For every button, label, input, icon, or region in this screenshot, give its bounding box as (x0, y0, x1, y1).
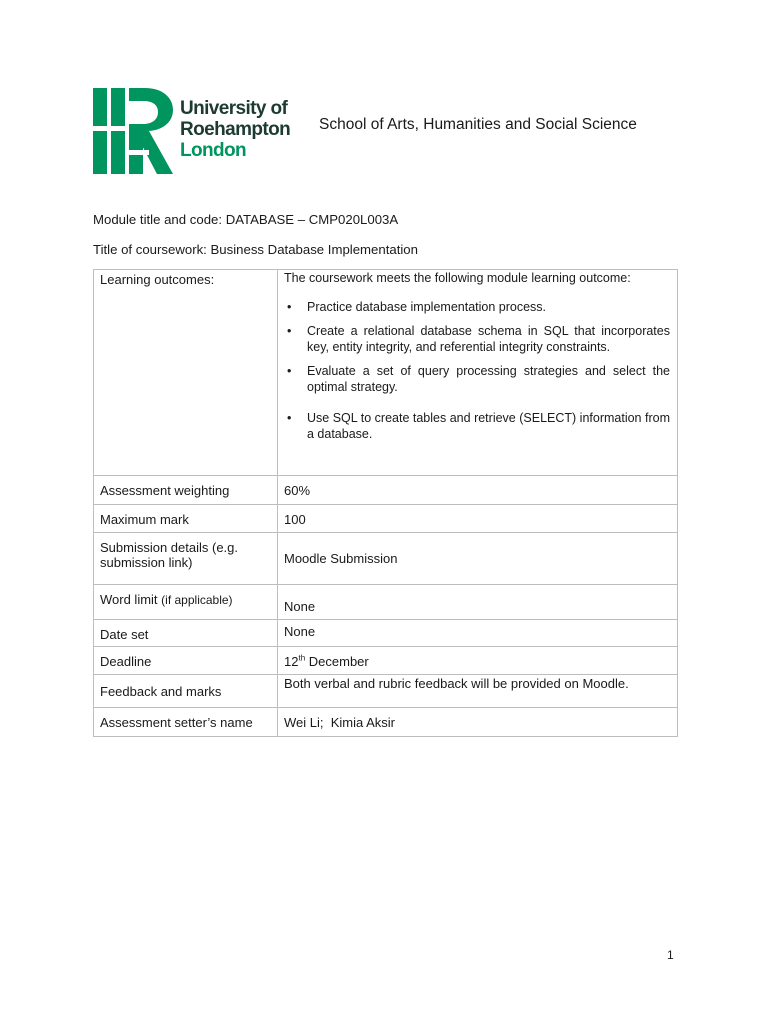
submission-value: Moodle Submission (284, 551, 398, 566)
list-item: • Practice database implementation process. (287, 300, 547, 314)
table-row-weighting (94, 476, 678, 505)
label-learning-outcomes (94, 270, 278, 476)
value-deadline: 12th December (278, 647, 678, 675)
label-submission: Submission details (e.g. submission link) (94, 533, 278, 585)
label-text: Learning outcomes: (100, 272, 215, 287)
table-row-learning-outcomes (94, 270, 678, 476)
table-row-deadline (94, 647, 678, 675)
bullet-icon: • (287, 300, 292, 314)
university-logo-text (180, 98, 290, 161)
label-deadline: Deadline (94, 647, 278, 675)
table-row-word-limit (94, 585, 678, 620)
table-row-setter (94, 708, 678, 737)
value-word-limit: None (278, 585, 678, 620)
label-setter: Assessment setter’s name (94, 708, 278, 737)
outcomes-list (284, 299, 670, 443)
bullet-icon: • (287, 410, 292, 425)
label-date-set: Date set (94, 620, 278, 647)
document-header (93, 88, 713, 174)
bullet-icon: • (287, 323, 292, 338)
table-row-max-mark (94, 505, 678, 533)
label-max-mark: Maximum mark (94, 505, 278, 533)
value-submission (278, 533, 678, 585)
value-learning-outcomes (278, 270, 678, 476)
value-weighting: 60% (278, 476, 678, 505)
table-row-date-set (94, 620, 678, 647)
logo-line-1: University of (180, 98, 288, 119)
page-number: 1 (667, 948, 674, 962)
outcomes-intro: The coursework meets the following module learning outcome: (284, 271, 631, 285)
list-item: • Evaluate a set of query processing strategies and select the optimal strategy. (287, 363, 670, 394)
list-item: • Use SQL to create tables and retrieve (SELECT) information from a database. (287, 410, 670, 441)
logo-line-2: Roehampton (180, 119, 291, 140)
value-max-mark: 100 (278, 505, 678, 533)
school-name: School of Arts, Humanities and Social Science (319, 116, 637, 133)
list-item: • Create a relational database schema in SQL that incorporates key, entity integrity, and referential integrity constraints. (287, 323, 670, 354)
bullet-icon: • (287, 363, 292, 378)
logo-line-3: London (180, 140, 247, 161)
table-row-feedback (94, 675, 678, 708)
value-date-set: None (278, 620, 678, 647)
coursework-title: Title of coursework: Business Database Implementation (93, 242, 418, 257)
label-word-limit: Word limit (if applicable) (94, 585, 278, 620)
table-row-submission (94, 533, 678, 585)
value-feedback: Both verbal and rubric feedback will be provided on Moodle. (278, 675, 678, 708)
module-title-code: Module title and code: DATABASE – CMP020L003A (93, 212, 399, 227)
university-logo-mark (93, 88, 176, 174)
label-weighting: Assessment weighting (94, 476, 278, 505)
assessment-details-table (93, 269, 678, 737)
value-setter: Wei Li; Kimia Aksir (278, 708, 678, 737)
label-feedback: Feedback and marks (94, 675, 278, 708)
